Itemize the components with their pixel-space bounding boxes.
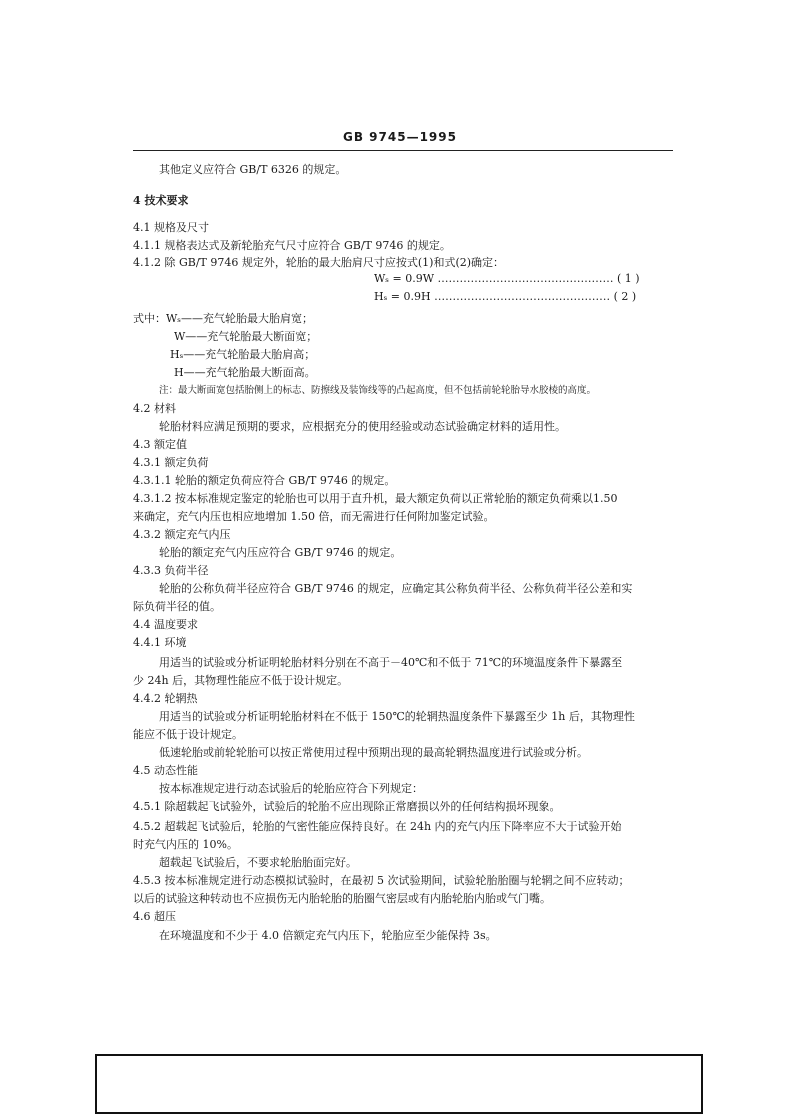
text-line: 轮胎的额定充气内压应符合 GB/T 9746 的规定。 (159, 546, 402, 559)
text-line: 用适当的试验或分析证明轮胎材料分别在不高于－40℃和不低于 71℃的环境温度条件下暴露至 (159, 656, 623, 669)
subsection-heading: 4.4.1 环境 (133, 636, 187, 649)
subsection-heading: 4.4 温度要求 (133, 618, 198, 631)
section-heading: 4 技术要求 (133, 194, 189, 207)
text-line: 4.3.1.2 按本标准规定鉴定的轮胎也可以用于直升机，最大额定负荷以正常轮胎的额定负荷乘以1.50 (133, 492, 618, 505)
text-line: 4.5.1 除超载起飞试验外，试验后的轮胎不应出现除正常磨损以外的任何结构损坏现象。 (133, 800, 561, 813)
text-line: 以后的试验这种转动也不应损伤无内胎轮胎的胎圈气密层或有内胎轮胎内胎或气门嘴。 (133, 892, 551, 905)
text-line: 4.1.2 除 GB/T 9746 规定外，轮胎的最大胎肩尺寸应按式(1)和式(2)确定： (133, 256, 505, 269)
subsection-heading: 4.1 规格及尺寸 (133, 221, 209, 234)
text-line: 4.5.2 超载起飞试验后，轮胎的气密性能应保持良好。在 24h 内的充气内压下降率应不大于试验开始 (133, 820, 622, 833)
subsection-heading: 4.3.3 负荷半径 (133, 564, 209, 577)
formula-2: Hₛ = 0.9H ………………………………………… ( 2 ) (374, 290, 637, 303)
text-line: 际负荷半径的值。 (133, 600, 221, 613)
variable-definition: W——充气轮胎最大断面宽； (174, 330, 318, 343)
subsection-heading: 4.6 超压 (133, 910, 176, 923)
text-line: 其他定义应符合 GB/T 6326 的规定。 (159, 163, 347, 176)
text-line: 在环境温度和不少于 4.0 倍额定充气内压下，轮胎应至少能保持 3s。 (159, 929, 497, 942)
formula-1: Wₛ = 0.9W ………………………………………… ( 1 ) (374, 272, 640, 285)
subsection-heading: 4.2 材料 (133, 402, 176, 415)
text-line: 来确定，充气内压也相应地增加 1.50 倍，而无需进行任何附加鉴定试验。 (133, 510, 495, 523)
subsection-heading: 4.5 动态性能 (133, 764, 198, 777)
document-header: GB 9745—1995 (343, 130, 457, 144)
text-line: 轮胎的公称负荷半径应符合 GB/T 9746 的规定，应确定其公称负荷半径、公称负荷半径公差和实 (159, 582, 633, 595)
variable-definition: Hₛ——充气轮胎最大胎肩高； (170, 348, 316, 361)
note-text: 注：最大断面宽包括胎侧上的标志、防擦线及装饰线等的凸起高度，但不包括前轮轮胎导水胶棱的高度。 (159, 385, 597, 396)
text-line: 少 24h 后，其物理性能应不低于设计规定。 (133, 674, 349, 687)
text-line: 4.5.3 按本标准规定进行动态模拟试验时，在最初 5 次试验期间，试验轮胎胎圈与轮辋之间不应转动； (133, 874, 630, 887)
subsection-heading: 4.3.1 额定负荷 (133, 456, 209, 469)
text-line: 4.1.1 规格表达式及新轮胎充气尺寸应符合 GB/T 9746 的规定。 (133, 239, 451, 252)
variable-definition: H——充气轮胎最大断面高。 (174, 366, 316, 379)
subsection-heading: 4.3 额定值 (133, 438, 187, 451)
text-line: 时充气内压的 10%。 (133, 838, 238, 851)
text-line: 能应不低于设计规定。 (133, 728, 243, 741)
header-rule (133, 150, 673, 151)
text-line: 超载起飞试验后，不要求轮胎胎面完好。 (159, 856, 357, 869)
subsection-heading: 4.4.2 轮辋热 (133, 692, 198, 705)
page-frame-border (95, 1054, 703, 1114)
subsection-heading: 4.3.2 额定充气内压 (133, 528, 231, 541)
text-line: 按本标准规定进行动态试验后的轮胎应符合下列规定： (159, 782, 423, 795)
text-line: 低速轮胎或前轮轮胎可以按正常使用过程中预期出现的最高轮辋热温度进行试验或分析。 (159, 746, 588, 759)
text-line: 4.3.1.1 轮胎的额定负荷应符合 GB/T 9746 的规定。 (133, 474, 396, 487)
text-line: 用适当的试验或分析证明轮胎材料在不低于 150℃的轮辋热温度条件下暴露至少 1h 后，其物理性 (159, 710, 635, 723)
text-line: 轮胎材料应满足预期的要求，应根据充分的使用经验或动态试验确定材料的适用性。 (159, 420, 566, 433)
variable-definition: 式中：Wₛ——充气轮胎最大胎肩宽； (133, 312, 314, 325)
